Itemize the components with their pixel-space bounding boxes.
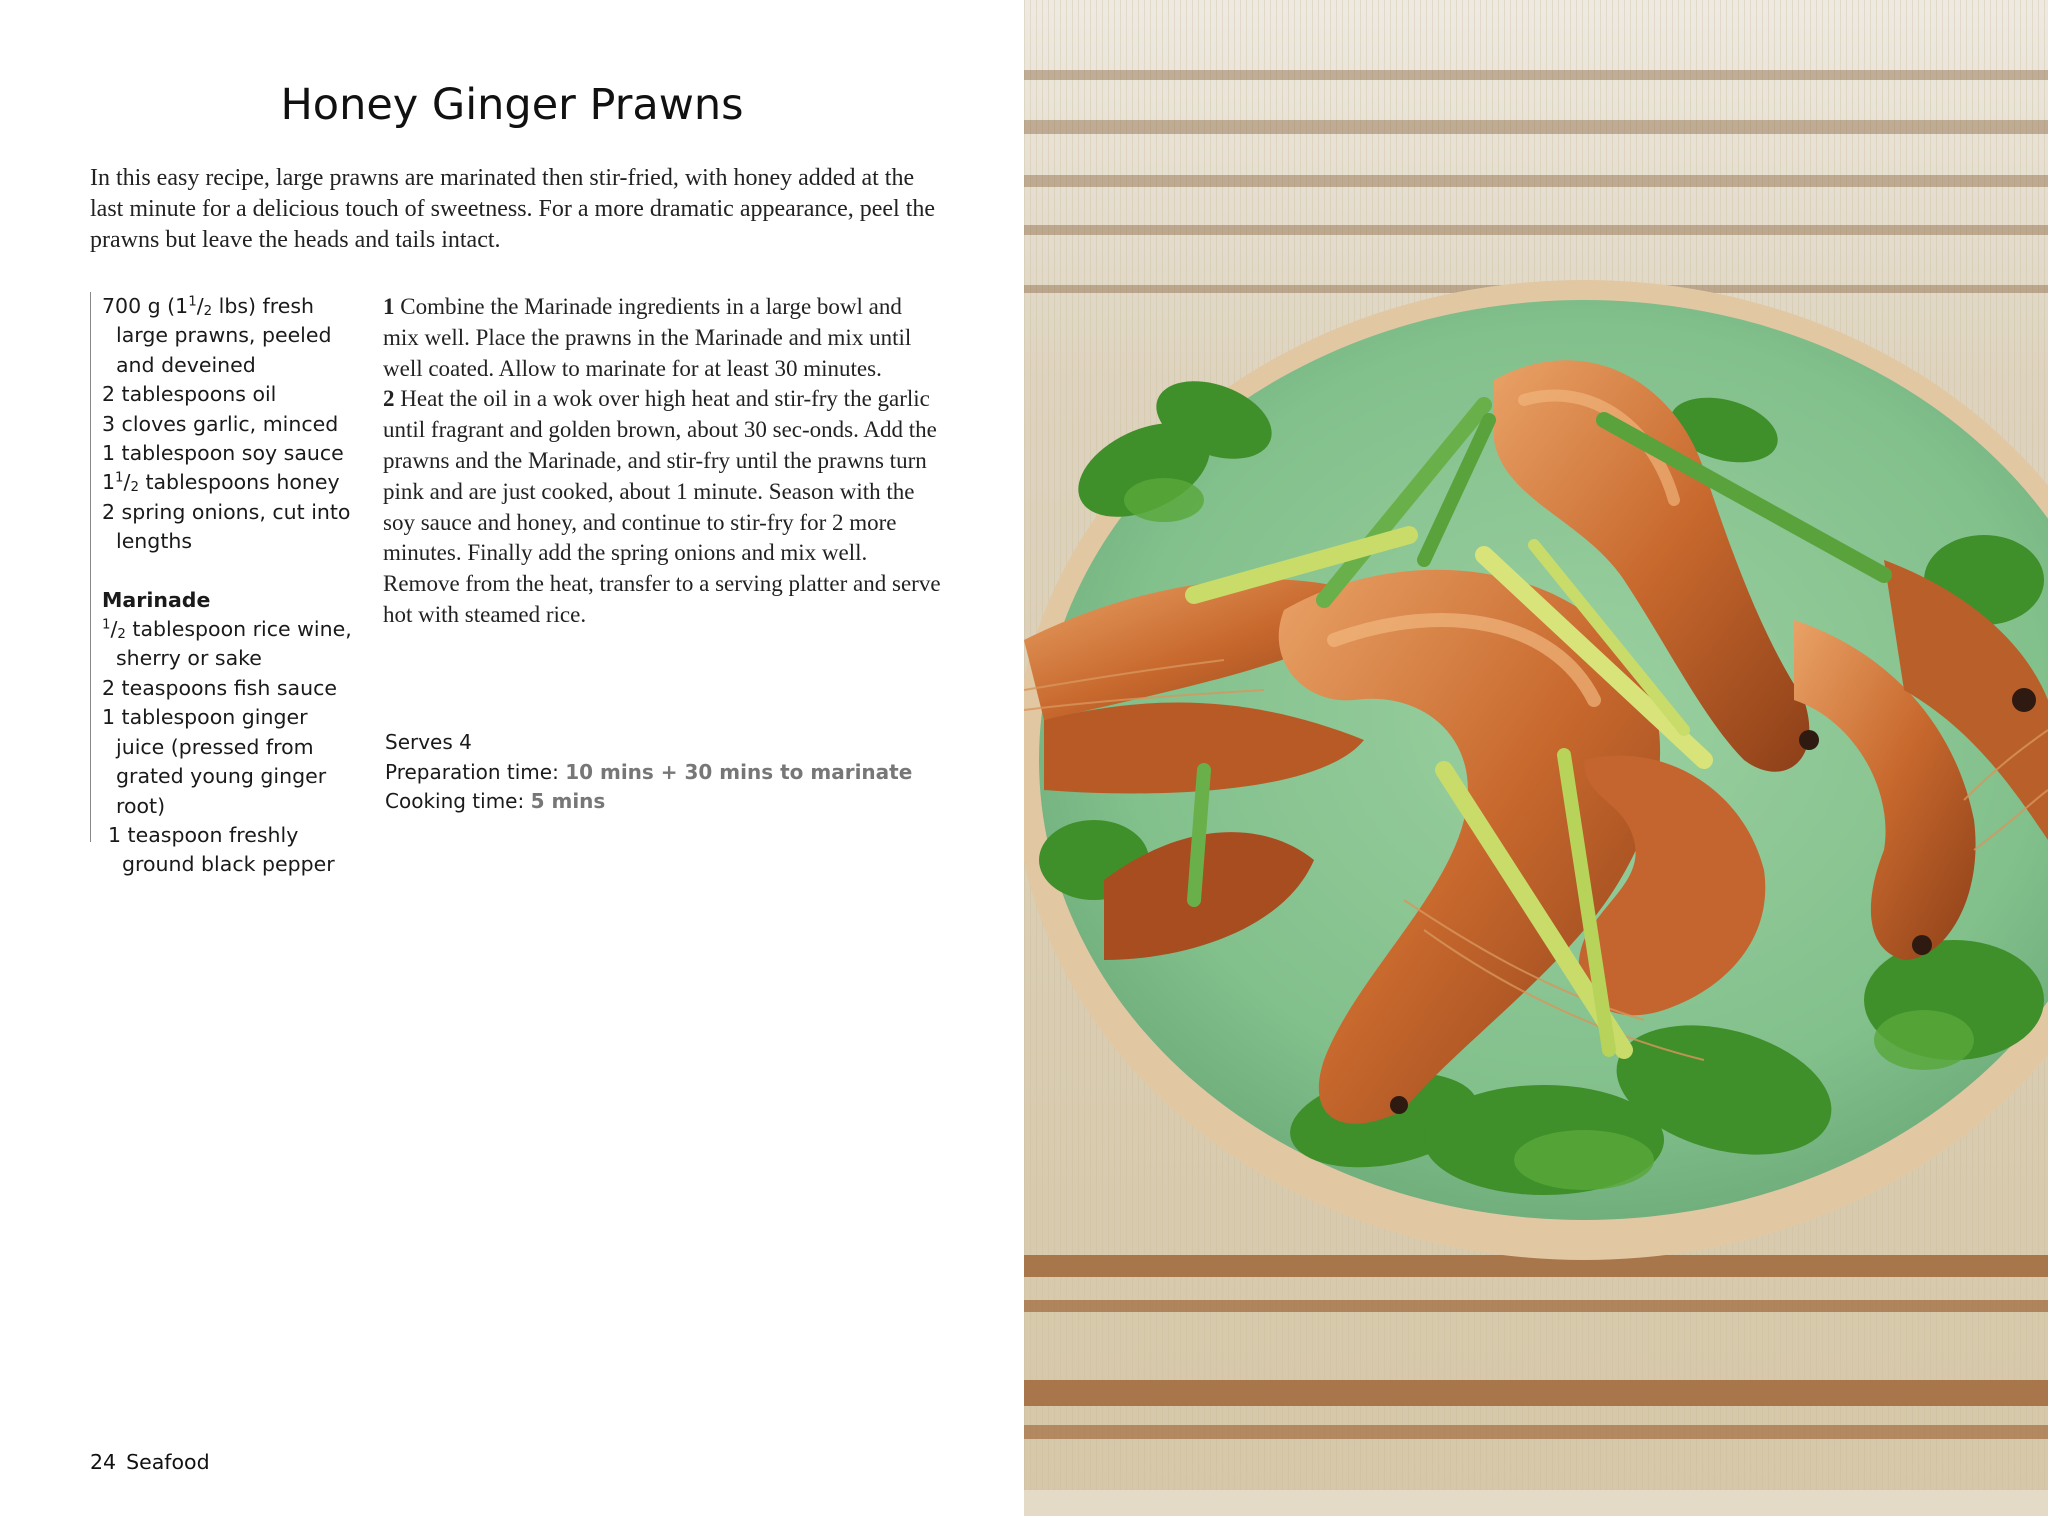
marinade-heading: Marinade bbox=[102, 587, 211, 612]
ingredient-spacer bbox=[102, 557, 355, 586]
recipe-title: Honey Ginger Prawns bbox=[280, 80, 744, 130]
ingredients-list bbox=[90, 292, 355, 877]
method-step-1: 1 Combine the Marinade ingredients in a large bowl and mix well. Place the prawns in the Marinade and mix until well coated. Allow to marinate for at least 30 minutes. bbox=[383, 294, 912, 381]
method-steps bbox=[383, 292, 943, 631]
ingredient-oil: 2 tablespoons oil bbox=[102, 382, 277, 407]
recipe-photo bbox=[1024, 0, 2048, 1516]
cook-time: Cooking time: 5 mins bbox=[385, 789, 606, 813]
ingredient-spring-onions: 2 spring onions, cut into lengths bbox=[102, 499, 351, 554]
marinade-fish-sauce: 2 teaspoons fish sauce bbox=[102, 675, 337, 700]
prawns-dish-illustration bbox=[1024, 0, 2048, 1516]
page-number: 24 bbox=[90, 1450, 117, 1474]
method-step-2: 2 Heat the oil in a wok over high heat and stir-fry the garlic until fragrant and golden brown, about 30 sec-onds. Add the prawns and the Marinade, and stir-fry until the prawns turn pink and are just cooked, about 1 minute. Season with the soy sauce and honey, and continue to stir-fry for 2 more minutes. Finally add the spring onions and mix well. Remove from the heat, transfer to a serving platter and serve hot with steamed rice. bbox=[383, 386, 941, 627]
ingredient-honey: $1^1/_2$ tablespoons honey bbox=[102, 470, 340, 496]
page-footer bbox=[90, 1450, 210, 1474]
ingredient-prawns: 700 g ($1^1/_2$ lbs) fresh large prawns, peeled and deveined bbox=[102, 294, 332, 377]
marinade-black-pepper: 1 teaspoon freshly ground black pepper bbox=[108, 822, 335, 877]
recipe-intro: In this easy recipe, large prawns are marinated then stir-fried, with honey added at the last minute for a delicious touch of sweetness. For a more dramatic appearance, peel the prawns but leave the heads and tails intact. bbox=[90, 165, 936, 253]
section-name: Seafood bbox=[126, 1450, 210, 1474]
ingredient-garlic: 3 cloves garlic, minced bbox=[102, 411, 339, 436]
recipe-meta bbox=[385, 728, 945, 817]
prep-time: Preparation time: 10 mins + 30 mins to marinate bbox=[385, 759, 913, 784]
marinade-ginger-juice: 1 tablespoon ginger juice (pressed from grated young ginger root) bbox=[102, 705, 327, 818]
marinade-rice-wine: $^1/_2$ tablespoon rice wine, sherry or sake bbox=[102, 617, 352, 671]
ingredient-soy-sauce: 1 tablespoon soy sauce bbox=[102, 441, 344, 466]
serves: Serves 4 bbox=[385, 730, 472, 754]
